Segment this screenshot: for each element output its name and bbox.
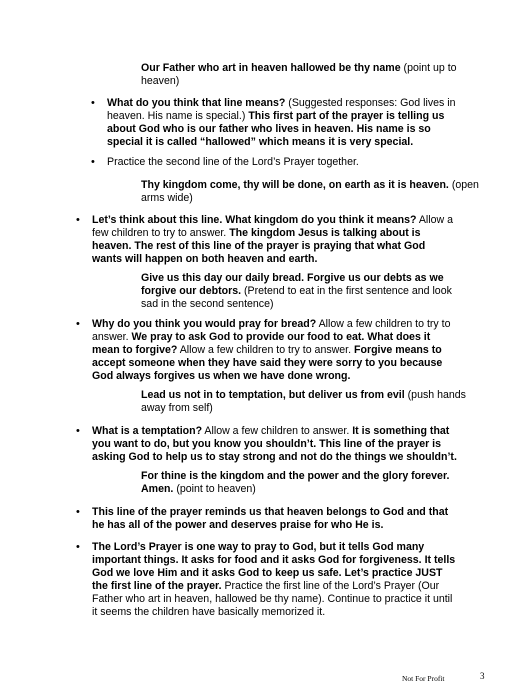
bold-text: The kingdom Jesus is talking about is heaven. The rest of this line of the prayer is praying that what God wants will happen on both heaven and earth. [92,227,426,265]
page-number: 3 [480,671,485,681]
prayer-instruction: (point to heaven) [173,483,256,495]
bullet-item-2 [91,156,469,169]
bullet-icon: • [76,214,80,226]
normal-text: Allow a few children to try to answer. [92,318,451,343]
prayer-instruction: (Pretend to eat in the first sentence and look sad in the second sentence) [141,285,452,310]
prayer-instruction: (point up to heaven) [141,62,457,87]
bold-text: What do you think that line means? [107,97,286,109]
normal-text: Allow a few children to answer. [202,425,353,437]
bold-text: Why do you think you would pray for bread? [92,318,317,330]
prayer-text: Give us this day our daily bread. Forgive us our debts as we forgive our debtors. [141,272,444,297]
bullet-item-6 [76,506,458,532]
bold-text: We pray to ask God to provide our food to eat. What does it mean to forgive? [92,331,431,356]
normal-text: (Suggested responses: God lives in heaven. His name is special.) [107,97,456,122]
prayer-line-1 [141,62,481,88]
bold-text: What is a temptation? [92,425,203,437]
bullet-item-3 [76,214,458,266]
prayer-line-5 [141,470,481,496]
bold-text: Forgive means to accept someone when they have said they were sorry to you because God always forgives us when we have done wrong. [92,344,443,382]
bold-text: It is something that you want to do, but you know you shouldn’t. This line of the prayer is asking God to help us to stay strong and not do the things we shouldn’t. [92,425,457,463]
normal-text: Practice the first line of the Lord’s Prayer (Our Father who art in heaven, hallowed be thy name). Continue to practice it until it seems the children have basically memorized it. [92,580,453,618]
bullet-icon: • [76,318,80,330]
bullet-item-1 [91,97,469,149]
prayer-text: Lead us not in to temptation, but deliver us from evil [141,389,405,401]
bullet-item-4 [76,318,458,383]
footer-text: Not For Profit [402,674,445,683]
normal-text: Allow a few children to try to answer. [177,344,355,356]
normal-text: Practice the second line of the Lord’s Prayer together. [107,156,359,168]
prayer-line-4 [141,389,481,415]
normal-text: Allow a few children to try to answer. [92,214,454,239]
prayer-line-2 [141,179,481,205]
bullet-icon: • [91,97,95,109]
bullet-icon: • [76,541,80,553]
prayer-text: Our Father who art in heaven hallowed be thy name [141,62,401,74]
prayer-text: Thy kingdom come, thy will be done, on earth as it is heaven. [141,179,449,191]
bullet-item-7 [76,541,458,619]
bold-text: This first part of the prayer is telling us about God who is our father who lives in heaven. His name is so special it is called “hallowed” which means it is very special. [107,110,445,148]
prayer-text: For thine is the kingdom and the power and the glory forever. Amen. [141,470,450,495]
bullet-item-5 [76,425,458,464]
bullet-icon: • [76,506,80,518]
bold-text: This line of the prayer reminds us that heaven belongs to God and that he has all of the power and deserves praise for who He is. [92,506,449,531]
bullet-icon: • [91,156,95,168]
bold-text: The Lord’s Prayer is one way to pray to God, but it tells God many important things. It asks for food and it asks God for forgiveness. It tells God we love Him and it asks God to keep us safe. Let’s practice JUST the first line of the prayer. [92,541,456,592]
prayer-instruction: (open arms wide) [141,179,479,204]
bullet-icon: • [76,425,80,437]
bold-text: Let’s think about this line. What kingdom do you think it means? [92,214,417,226]
prayer-instruction: (push hands away from self) [141,389,466,414]
prayer-line-3 [141,272,465,311]
